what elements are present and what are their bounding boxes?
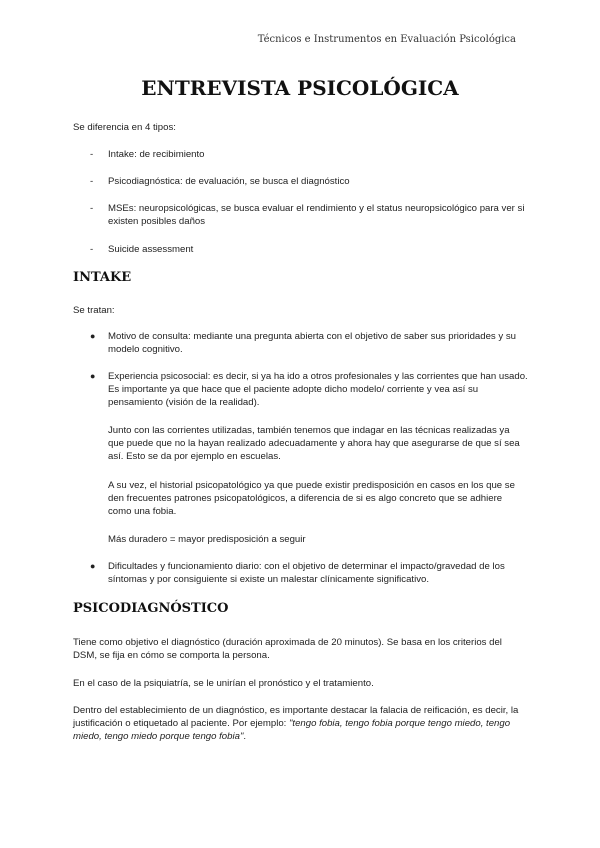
- dash-marker: -: [90, 176, 94, 187]
- bullet-text: Experiencia psicosocial: es decir, si ya ha ido a otros profesionales y las corrientes que han usado. Es importante ya que hace que el paciente adopte dicho modelo/ corriente y vea así su pensamiento (visión de la realidad).: [108, 371, 528, 408]
- bullet-text: Motivo de consulta: mediante una pregunta abierta con el objetivo de saber sus prioridades y su modelo cognitivo.: [108, 331, 516, 355]
- psicodiagnostico-paragraph-3: [73, 704, 528, 743]
- type-item-psicodiagnostica: [90, 175, 530, 188]
- paragraph-text: Dentro del establecimiento de un diagnóstico, es importante destacar la falacia de reificación, es decir, la justificación o etiquetado al paciente. Por ejemplo:: [73, 705, 519, 729]
- intake-intro: Se tratan:: [73, 305, 115, 316]
- dash-marker: -: [90, 203, 94, 214]
- page-title: ENTREVISTA PSICOLÓGICA: [141, 76, 459, 100]
- bullet-dificultades: [90, 560, 530, 586]
- bullet-dot: ●: [90, 561, 96, 571]
- psicodiagnostico-paragraph-1: Tiene como objetivo el diagnóstico (duración aproximada de 20 minutos). Se basa en los criterios del DSM, se fija en cómo se comporta la persona.: [73, 637, 502, 661]
- psicodiagnostico-paragraph-2: En el caso de la psiquiatría, se le unirían el pronóstico y el tratamiento.: [73, 678, 374, 689]
- dash-marker: -: [90, 149, 94, 160]
- sub-paragraph-corrientes: Junto con las corrientes utilizadas, también tenemos que indagar en las técnicas realizadas ya que puede que no la hayan realizado adecuadamente y ahora hay que asegurarse de que sí sea así. Esto se da por ejemplo en escuelas.: [108, 425, 520, 462]
- example-quote: "tengo fobia, tengo fobia porque tengo miedo, tengo miedo, tengo miedo porque tengo fobia": [73, 718, 511, 742]
- type-item-suicide: [90, 243, 530, 256]
- section-heading-psicodiagnostico: PSICODIAGNÓSTICO: [73, 601, 229, 616]
- type-item-text: Intake: de recibimiento: [108, 149, 205, 160]
- types-intro: Se diferencia en 4 tipos:: [73, 122, 176, 133]
- bullet-motivo-consulta: [90, 330, 530, 356]
- type-item-intake: [90, 148, 530, 161]
- type-item-text: Suicide assessment: [108, 244, 194, 255]
- dash-marker: -: [90, 244, 94, 255]
- type-item-text: MSEs: neuropsicológicas, se busca evaluar el rendimiento y el status neuropsicológico para ver si existen posibles daños: [108, 203, 525, 227]
- type-item-text: Psicodiagnóstica: de evaluación, se busca el diagnóstico: [108, 176, 350, 187]
- sub-paragraph-historial: A su vez, el historial psicopatológico ya que puede existir predisposición en casos en los que se den frecuentes patrones psicopatológicos, a diferencia de si es algo concreto que se adhiere como una fobia.: [108, 480, 515, 517]
- type-item-mses: [90, 202, 530, 228]
- bullet-experiencia-psicosocial: [90, 370, 530, 409]
- bullet-dot: ●: [90, 371, 96, 381]
- paragraph-end: .: [243, 731, 247, 742]
- bullet-dot: ●: [90, 331, 96, 341]
- section-heading-intake: INTAKE: [73, 270, 132, 285]
- bullet-text: Dificultades y funcionamiento diario: con el objetivo de determinar el impacto/gravedad de los síntomas y por consiguiente si existe un malestar clínicamente significativo.: [108, 561, 505, 585]
- running-header: Técnicos e Instrumentos en Evaluación Psicológica: [257, 34, 516, 45]
- sub-paragraph-duradero: Más duradero = mayor predisposición a seguir: [108, 534, 306, 545]
